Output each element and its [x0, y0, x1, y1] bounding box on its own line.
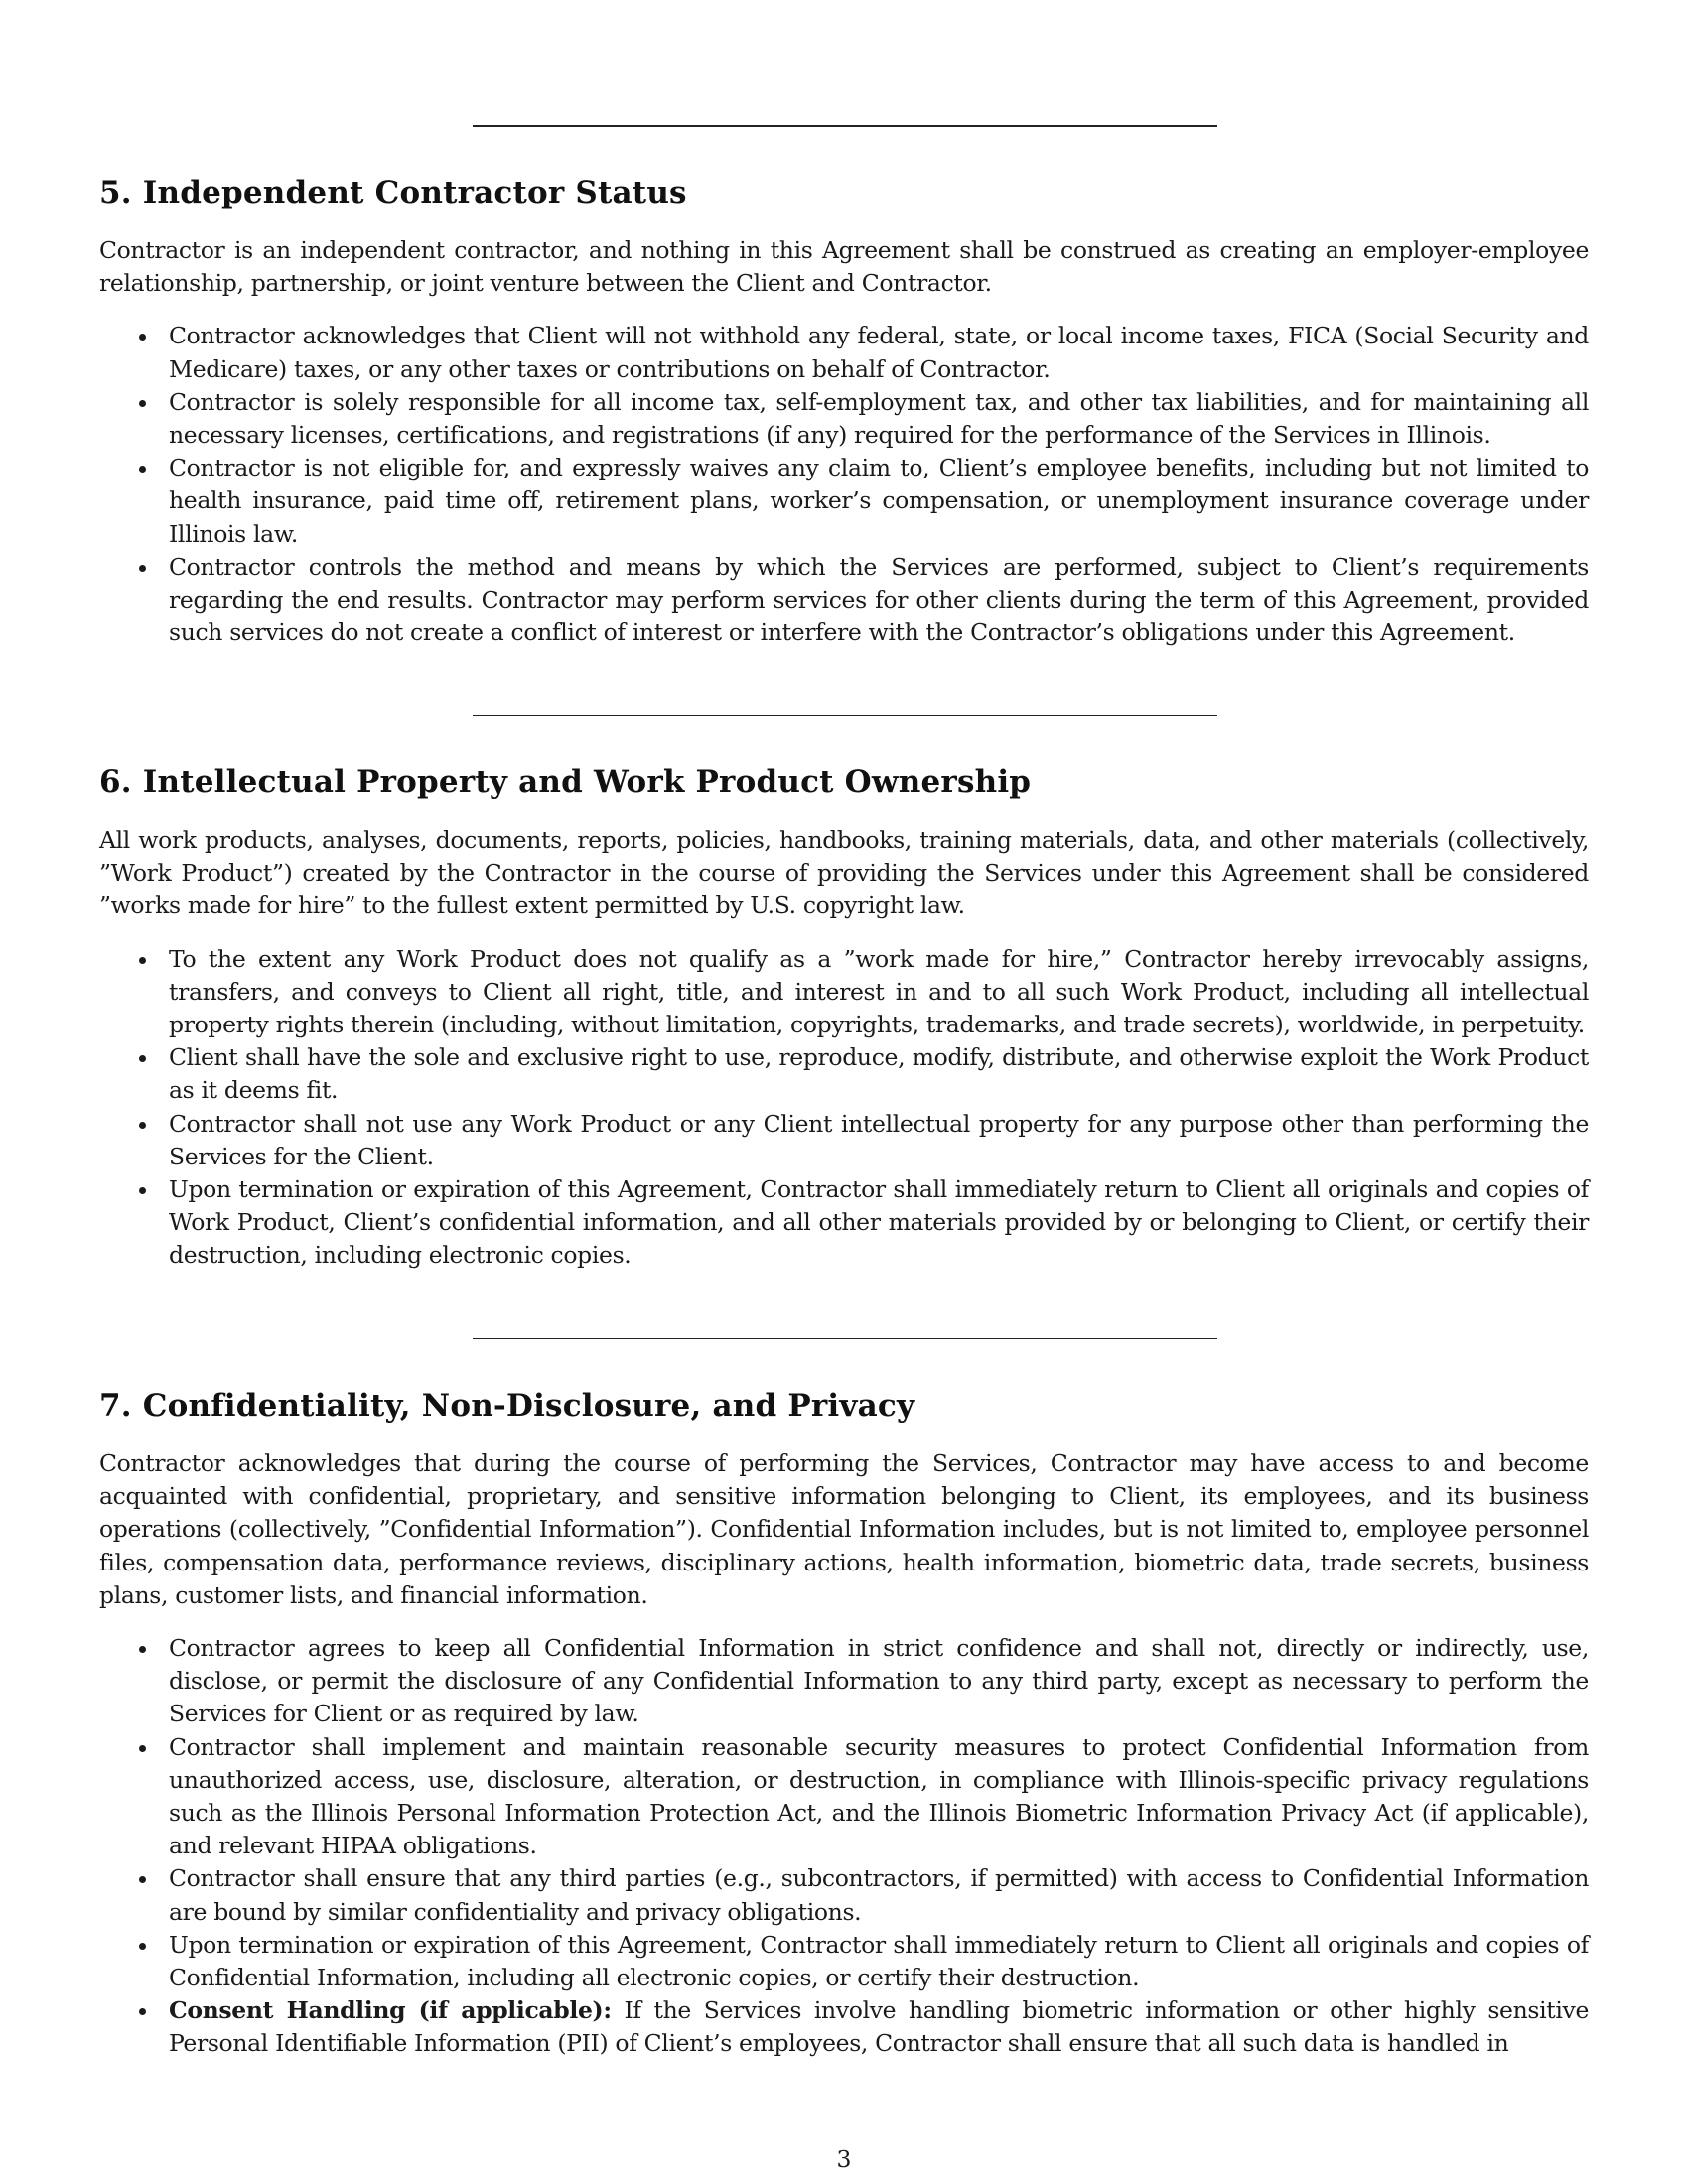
bullet-icon [139, 957, 146, 964]
bullet-icon [139, 334, 146, 341]
bullet-icon [139, 1745, 146, 1752]
section-intro: Contractor is an independent contractor, and nothing in this Agreement shall be construed as creating an employer-employee relationship, partnership, or joint venture between the Client and Contractor. [99, 236, 1589, 298]
page-number: 3 [836, 2145, 852, 2173]
section-heading: 7. Confidentiality, Non-Disclosure, and Privacy [99, 1388, 915, 1424]
list-item: Contractor is solely responsible for all income tax, self-employment tax, and other tax liabilities, and for maintaining all necessary licenses, certifications, and registrations (if any) required for the performance of the Services in Illinois. [99, 386, 1589, 452]
bullet-icon [139, 1943, 146, 1950]
bullet-icon [139, 1646, 146, 1653]
section-divider [473, 125, 1217, 127]
section-intro: Contractor acknowledges that during the course of performing the Services, Contractor may have access to and become acquainted with confidential, proprietary, and sensitive information belonging to Client, its employees, and its business operations (collectively, ”Confidential Information”). Confidential Information includes, but is not limited to, employee personnel files, compensation data, performance reviews, disciplinary actions, health information, biometric data, trade secrets, business plans, customer lists, and financial information. [99, 1449, 1589, 1609]
section-intro: All work products, analyses, documents, reports, policies, handbooks, training materials, data, and other materials (collectively, ”Work Product”) created by the Contractor in the course of providing the Services under this Agreement shall be considered ”works made for hire” to the fullest extent permitted by U.S. copyright law. [99, 826, 1589, 920]
bullet-list [99, 1632, 1589, 2061]
list-item: Contractor is not eligible for, and expressly waives any claim to, Client’s employee benefits, including but not limited to health insurance, paid time off, retirement plans, worker’s compensation, or unemployment insurance coverage under Illinois law. [99, 452, 1589, 551]
bullet-icon [139, 1876, 146, 1883]
bullet-icon [139, 400, 146, 407]
list-item: To the extent any Work Product does not qualify as a ”work made for hire,” Contractor hereby irrevocably assigns, transfers, and conveys to Client all right, title, and interest in and to all such Work Product, including all intellectual property rights therein (including, without limitation, copyrights, trademarks, and trade secrets), worldwide, in perpetuity. [99, 943, 1589, 1042]
bullet-icon [139, 1187, 146, 1194]
list-item: Contractor shall implement and maintain reasonable security measures to protect Confidential Information from unauthorized access, use, disclosure, alteration, or destruction, in compliance with Illinois-specific privacy regulations such as the Illinois Personal Information Protection Act, and the Illinois Biometric Information Privacy Act (if applicable), and relevant HIPAA obligations. [99, 1731, 1589, 1863]
consent-handling-label: Consent Handling (if applicable): [169, 1996, 612, 2025]
section-independent-contractor-status [99, 173, 1589, 649]
section-heading: 6. Intellectual Property and Work Product Ownership [99, 764, 1032, 800]
list-item: Upon termination or expiration of this Agreement, Contractor shall immediately return to Client all originals and copies of Confidential Information, including all electronic copies, or certify their destruction. [99, 1929, 1589, 1994]
section-divider [473, 1338, 1217, 1339]
list-item: Contractor shall not use any Work Product or any Client intellectual property for any purpose other than performing the Services for the Client. [99, 1108, 1589, 1173]
bullet-icon [139, 565, 146, 572]
bullet-icon [139, 466, 146, 473]
bullet-icon [139, 1055, 146, 1062]
section-confidentiality [99, 1386, 1589, 2061]
section-heading: 5. Independent Contractor Status [99, 175, 687, 210]
bullet-icon [139, 2008, 146, 2015]
list-item: Contractor agrees to keep all Confidential Information in strict confidence and shall not, directly or indirectly, use, disclose, or permit the disclosure of any Confidential Information to any third party, except as necessary to perform the Services for Client or as required by law. [99, 1632, 1589, 1731]
bullet-icon [139, 1122, 146, 1129]
list-item: Contractor shall ensure that any third parties (e.g., subcontractors, if permitted) with access to Confidential Information are bound by similar confidentiality and privacy obligations. [99, 1862, 1589, 1928]
bullet-list [99, 320, 1589, 649]
list-item: Contractor controls the method and means by which the Services are performed, subject to Client’s requirements regarding the end results. Contractor may perform services for other clients during the term of this Agreement, provided such services do not create a conflict of interest or interfere with the Contractor’s obligations under this Agreement. [99, 551, 1589, 650]
bullet-list [99, 943, 1589, 1273]
list-item: Consent Handling (if applicable): If the Services involve handling biometric information or other highly sensitive Personal Identifiable Information (PII) of Client’s employees, Contractor shall ensure that all such data is handled in [99, 1994, 1589, 2060]
list-item: Client shall have the sole and exclusive right to use, reproduce, modify, distribute, and otherwise exploit the Work Product as it deems fit. [99, 1041, 1589, 1107]
list-item: Upon termination or expiration of this Agreement, Contractor shall immediately return to Client all originals and copies of Work Product, Client’s confidential information, and all other materials provided by or belonging to Client, or certify their destruction, including electronic copies. [99, 1173, 1589, 1273]
list-item: Contractor acknowledges that Client will not withhold any federal, state, or local income taxes, FICA (Social Security and Medicare) taxes, or any other taxes or contributions on behalf of Contractor. [99, 320, 1589, 385]
section-divider [473, 715, 1217, 716]
section-intellectual-property [99, 762, 1589, 1273]
